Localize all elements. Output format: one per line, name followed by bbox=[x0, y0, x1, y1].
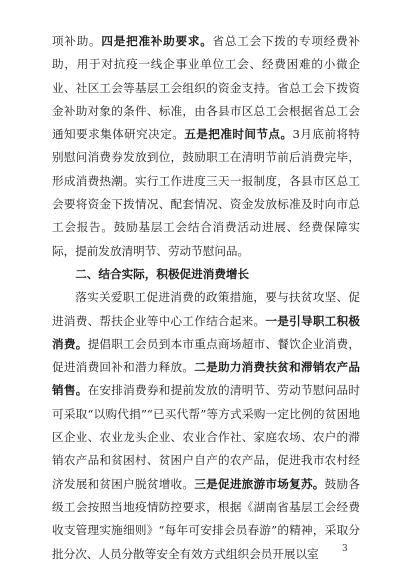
paragraph-text: 提倡职工会员到本市重点商场超市、餐饮企业消费，促进消费回补和潜力释放。 bbox=[52, 336, 360, 375]
paragraph-text: 省总工会下拨的专项经费补助，用于对抗疫一线企事业单位工会、经费困难的小微企业、社区工会等基层工会组织的资金支持。省总工会下拨资金补助对象的条件、标准，由各县市区总工会根据省总工会通知要求集体研究决定。 bbox=[52, 34, 360, 142]
section-heading-2: 二、结合实际，积极促进消费增长 bbox=[75, 266, 250, 281]
paragraph-consumption-growth bbox=[52, 286, 360, 566]
bold-phrase-time-nodes: 五是把准时间节点。 bbox=[184, 127, 293, 142]
document-body bbox=[52, 30, 360, 566]
paragraph-text: 3月底前将特别慰问消费券发放到位，鼓励职工在清明节前后消费完毕，形成消费热潮。实行工作进度三天一报制度，各县市区总工会要将资金下拨情况、配套情况、资金发放标准及时向市总工会报告。鼓励基层工会结合消费活动进展、经费保障实际，提前发放清明节、劳动节慰问品。 bbox=[52, 127, 360, 258]
page-number: 3 bbox=[342, 544, 348, 554]
bold-phrase-guide-consumption: 一是引导职工积极消费。 bbox=[52, 313, 360, 351]
paragraph-text: 鼓励各级工会按照当地疫情防控要求，根据《湖南省基层工会经费收支管理实施细则》“每年可安排会员春游”的精神，采取分批分次、人员分散等安全有效方式组织会员开展以室 bbox=[52, 476, 360, 561]
bold-phrase-tourism-recovery: 三是促进旅游市场复苏。 bbox=[194, 476, 325, 491]
bold-phrase-poverty-alleviation-sales: 二是助力消费扶贫和滞销农产品销售。 bbox=[52, 360, 360, 398]
paragraph-funding-requirements bbox=[52, 30, 360, 263]
bold-phrase-subsidy-requirements: 四是把准补助要求。 bbox=[101, 34, 213, 48]
paragraph-text: 项补助。 bbox=[52, 34, 102, 48]
paragraph-text: 在安排消费券和提前发放的清明节、劳动节慰问品时可采取“以购代捐”“已买代帮”等方式采购一定比例的贫困地区企业、农业龙头企业、农业合作社、家庭农场、农户的滞销农产品和贫困村、贫困户自产的农产品，促进我市农村经济发展和贫困户脱贫增收。 bbox=[52, 383, 360, 491]
paragraph-text: 落实关爱职工促进消费的政策措施，要与扶贫攻坚、促进消费、帮扶企业等中心工作结合起来。 bbox=[52, 290, 360, 328]
